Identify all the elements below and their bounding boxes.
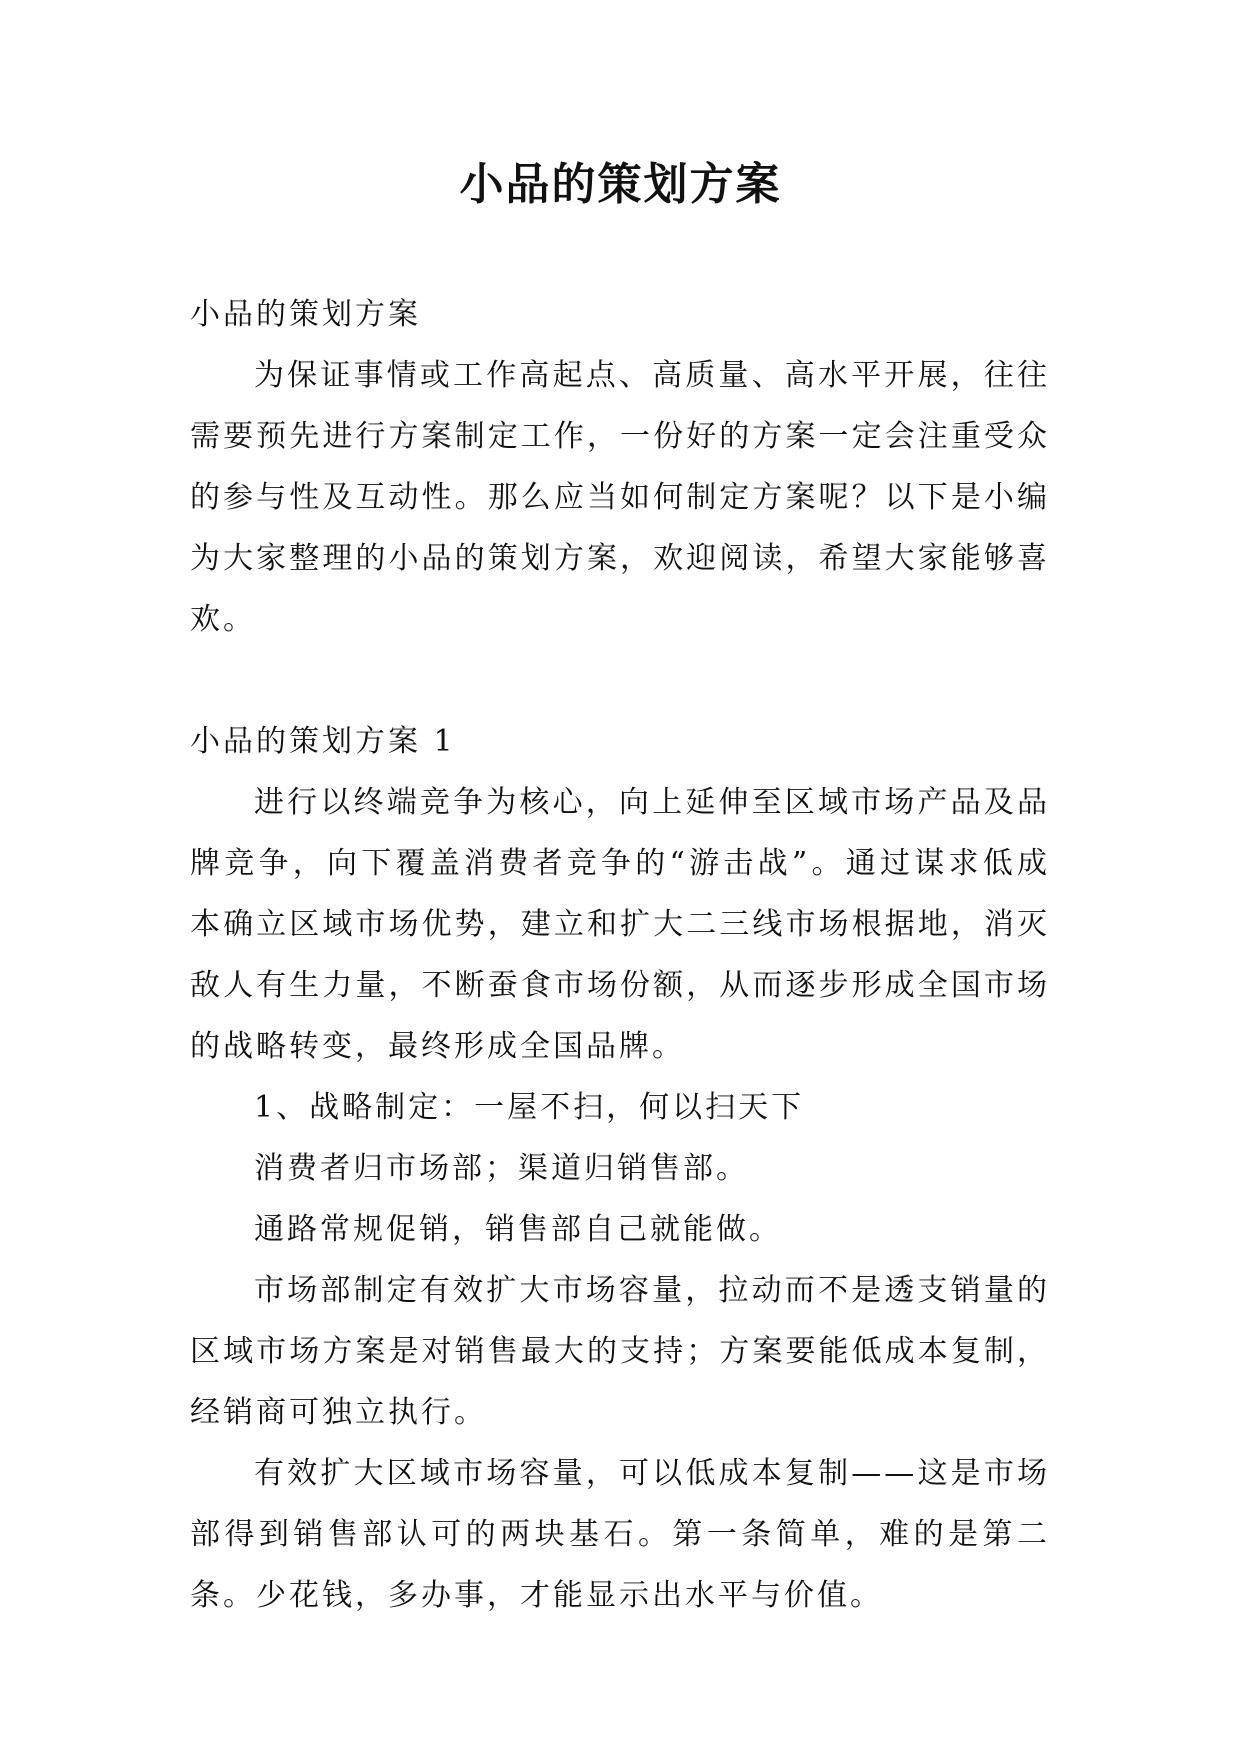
section1-paragraph-2: 市场部制定有效扩大市场容量，拉动而不是透支销量的区域市场方案是对销售最大的支持；方案要能低成本复制，经销商可独立执行。: [190, 1273, 1050, 1430]
intro-heading: 小品的策划方案: [190, 297, 421, 332]
document-title: 小品的策划方案: [459, 159, 782, 210]
document-body: [190, 284, 1050, 1626]
section1-line-3: 通路常规促销，销售部自己就能做。: [254, 1212, 782, 1247]
section1-paragraph-1: 进行以终端竞争为核心，向上延伸至区域市场产品及品牌竞争，向下覆盖消费者竞争的“游击战”。通过谋求低成本确立区域市场优势，建立和扩大二三线市场根据地，消灭敌人有生力量，不断蚕食市场份额，从而逐步形成全国市场的战略转变，最终形成全国品牌。: [190, 785, 1050, 1064]
section1-line-2: 消费者归市场部；渠道归销售部。: [254, 1151, 749, 1186]
section1-item-1: 1、战略制定：一屋不扫，何以扫天下: [254, 1090, 805, 1125]
section1-heading: 小品的策划方案 1: [190, 724, 456, 759]
section-spacer: [190, 650, 1050, 711]
section1-paragraph-3: 有效扩大区域市场容量，可以低成本复制——这是市场部得到销售部认可的两块基石。第一条简单，难的是第二条。少花钱，多办事，才能显示出水平与价值。: [190, 1456, 1050, 1613]
intro-paragraph: 为保证事情或工作高起点、高质量、高水平开展，往往需要预先进行方案制定工作，一份好的方案一定会注重受众的参与性及互动性。那么应当如何制定方案呢？以下是小编为大家整理的小品的策划方案，欢迎阅读，希望大家能够喜欢。: [190, 358, 1050, 637]
